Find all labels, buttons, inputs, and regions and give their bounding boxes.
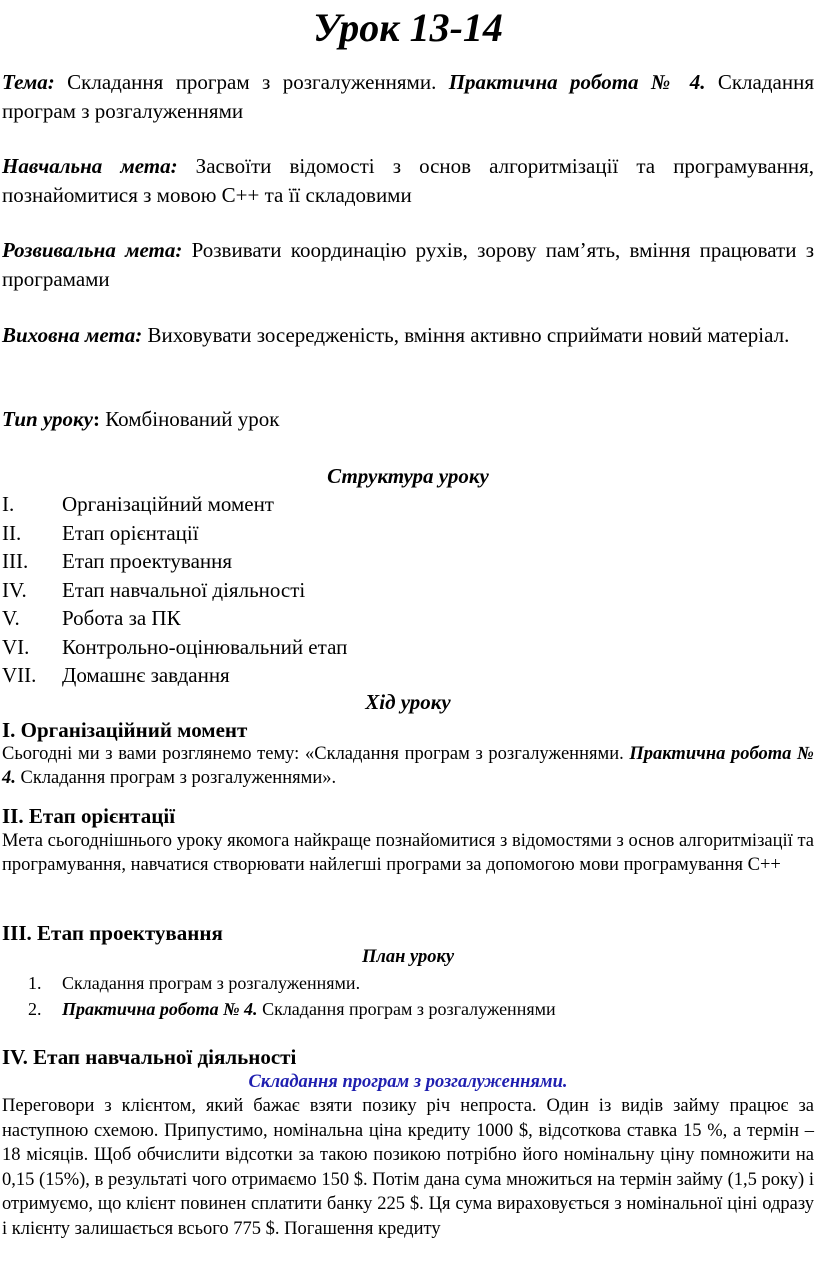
course-heading: Хід уроку [365,690,451,714]
section-1-text-part-2: Складання програм з розгалуженнями». [15,768,337,788]
structure-item-text: Контрольно-оцінювальний етап [62,634,348,659]
structure-item [2,519,347,548]
structure-item-text: Етап орієнтації [62,520,199,545]
section-1-heading: I. Організаційний момент [2,718,248,742]
structure-item [2,633,347,662]
educational-goal-paragraph [2,152,814,210]
plan-item [28,970,556,996]
structure-item-number: V. [2,606,20,630]
educational-goal-text: Засвоїти відомості з основ алгоритмізації та програмування, познайомитися з мовою С++ та її складовими [2,154,814,207]
lesson-type-colon: : [92,407,100,431]
structure-item [2,490,347,519]
structure-item-number: III. [2,549,29,573]
upbringing-goal-paragraph [2,321,814,350]
topic-text: Складання програм з розгалуженнями. [54,70,449,94]
section-2-heading: II. Етап орієнтації [2,804,176,828]
upbringing-goal-label: Виховна мета: [2,323,143,347]
developmental-goal-paragraph [2,236,814,294]
lesson-type-paragraph [2,405,814,434]
structure-item-text: Етап навчальної діяльності [62,577,306,602]
developmental-goal-label: Розвивальна мета: [2,238,183,262]
lesson-title: Урок 13-14 [313,5,503,50]
plan-item-number: 1. [28,973,42,993]
structure-item [2,661,347,690]
topic-paragraph [2,68,814,126]
structure-item-number: I. [2,492,15,516]
developmental-goal-text: Розвивати координацію рухів, зорову пам’ять, вміння працювати з програмами [2,238,814,291]
lesson-type-text: Комбінований урок [99,407,280,431]
structure-heading: Структура уроку [327,464,489,488]
structure-item-number: IV. [2,577,27,602]
plan-item-text: Складання програм з розгалуженнями. [62,973,361,993]
structure-item [2,576,347,605]
upbringing-goal-text: Виховувати зосередженість, вміння активно сприймати новий матеріал. [142,323,790,347]
structure-item-text: Робота за ПК [62,606,181,630]
structure-item-text: Домашнє завдання [62,663,230,687]
structure-item-number: VII. [2,663,37,687]
structure-item [2,547,347,576]
plan-item-text: Складання програм з розгалуженнями [257,999,556,1019]
topic-text-2: Складання програм з розгалуженнями [2,70,814,123]
structure-list [2,490,347,690]
section-1-text [2,742,814,790]
structure-item-text: Організаційний момент [62,492,274,516]
plan-item-bold: Практична робота № 4. [62,999,258,1019]
section-4-heading: IV. Етап навчальної діяльності [2,1045,297,1069]
section-3-heading: III. Етап проектування [2,921,223,945]
section-1-text-part: Сьогодні ми з вами розглянемо тему: «Складання програм з розгалуженнями. [2,744,630,764]
structure-item-number: II. [2,520,22,545]
structure-item-number: VI. [2,634,30,659]
section-1-practical: Практична робота № 4. [2,744,814,788]
educational-goal-label: Навчальна мета: [2,154,178,178]
plan-heading: План уроку [361,947,455,967]
plan-list [28,970,556,1022]
plan-item [28,996,556,1022]
structure-item-text: Етап проектування [62,549,233,573]
section-4-subheading: Складання програм з розгалуженнями. [248,1072,568,1092]
plan-item-number: 2. [28,999,42,1019]
section-4-text: Переговори з клієнтом, який бажає взяти позику річ непроста. Один із видів займу працює за наступною схемою. Припустимо, номінальна ціна кредиту 1000 $, відсоткова ставка 15 %, а термін – 18 місяців. Щоб обчислити відсотки за такою позикою потрібно його номінальну ціну помножити на 0,15 (15%), в результаті чого отримаємо 150 $. Потім дана сума множиться на термін займу (1,5 року) і отримуємо, що клієнт повинен сплатити банку 225 $. Ця сума вираховується з номінальної ціні одразу і клієнту залишається всього 775 $. Погашення кредиту [2,1096,814,1239]
structure-item [2,604,347,633]
topic-label: Тема: [2,70,55,94]
section-2-text: Мета сьогоднішнього уроку якомога найкраще познайомитися з відомостями з основ алгоритмізації та програмування, навчатися створювати найлегші програми за допомогою мови програмування С++ [2,831,814,875]
topic-practical: Практична робота № 4. [448,70,706,94]
lesson-type-label: Тип уроку [2,407,93,431]
